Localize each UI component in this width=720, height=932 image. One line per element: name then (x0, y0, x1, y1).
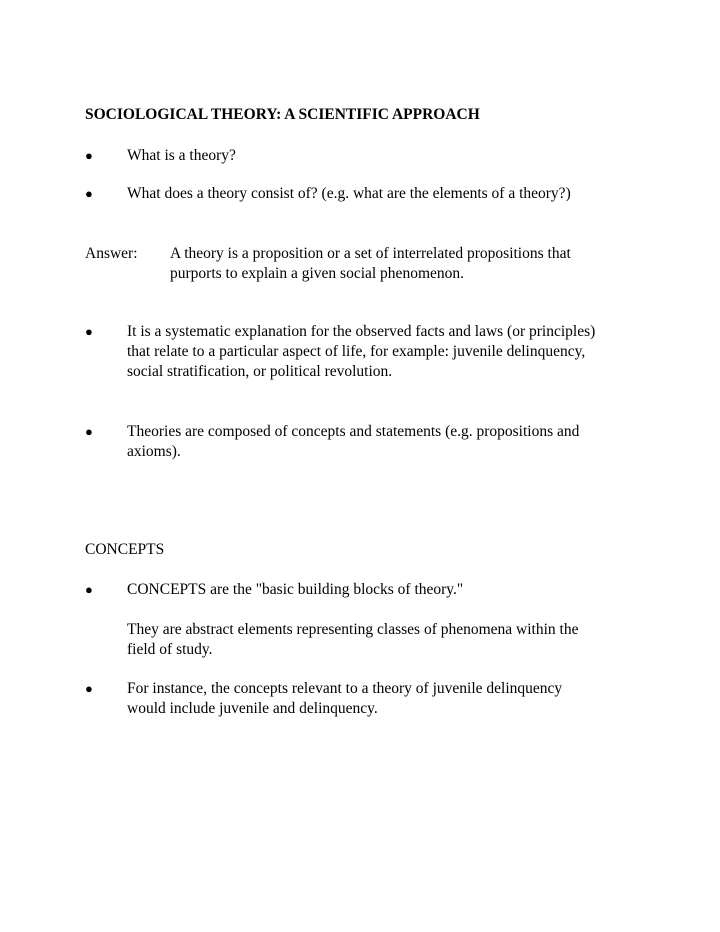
question-2: What does a theory consist of? (e.g. what are the elements of a theory?) (127, 185, 571, 202)
question-1: What is a theory? (127, 147, 236, 164)
concepts-point-2-line-2: would include juvenile and delinquency. (127, 700, 378, 717)
bullet-icon: ● (85, 324, 93, 339)
concepts-point-1: CONCEPTS are the "basic building blocks of theory." (127, 581, 464, 598)
answer-line-1: A theory is a proposition or a set of interrelated propositions that (170, 245, 571, 262)
point-1-line-3: social stratification, or political revolution. (127, 363, 393, 380)
bullet-icon: ● (85, 582, 93, 597)
point-2-line-2: axioms). (127, 443, 181, 460)
bullet-icon: ● (85, 424, 93, 439)
answer-label: Answer: (85, 245, 138, 262)
bullet-icon: ● (85, 681, 93, 696)
point-1-line-2: that relate to a particular aspect of life, for example: juvenile delinquency, (127, 343, 586, 360)
concepts-point-2-line-1: For instance, the concepts relevant to a theory of juvenile delinquency (127, 680, 563, 697)
concepts-heading: CONCEPTS (85, 541, 165, 558)
bullet-icon: ● (85, 148, 93, 163)
document-title: SOCIOLOGICAL THEORY: A SCIENTIFIC APPROACH (85, 106, 480, 123)
concepts-para-line-1: They are abstract elements representing classes of phenomena within the (127, 621, 579, 638)
point-1-line-1: It is a systematic explanation for the observed facts and laws (or principles) (127, 323, 596, 340)
bullet-icon: ● (85, 186, 93, 201)
point-2-line-1: Theories are composed of concepts and statements (e.g. propositions and (127, 423, 580, 440)
concepts-para-line-2: field of study. (127, 641, 213, 658)
answer-line-2: purports to explain a given social phenomenon. (170, 265, 465, 282)
